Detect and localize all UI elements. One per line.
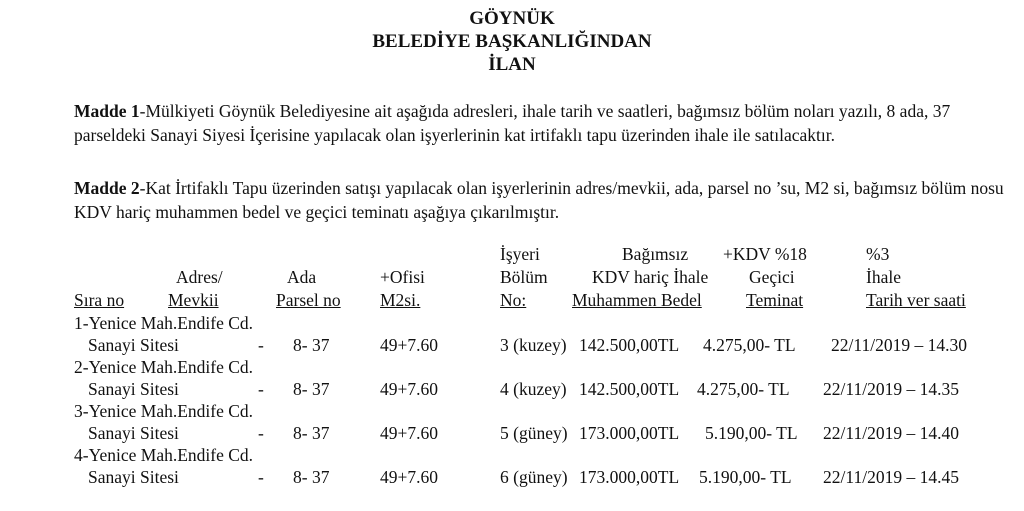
madde-1-text: -Mülkiyeti Göynük Belediyesine ait aşağıda adresleri, ihale tarih ve saatleri, bağımsız bölüm noları yazılı, 8 ada, 37 parseldeki Sanayi Siyesi İçerisine yapılacak olan işyerlerinin kat irtifaklı tapu üzerinden ihale ile satılacaktır.: [74, 101, 951, 145]
header-bedel-1: Bağımsız: [622, 244, 689, 264]
row-3-address: 3-Yenice Mah.Endife Cd.: [74, 401, 254, 421]
row-4-bedel: 173.000,00TL: [579, 467, 680, 487]
row-1-site: Sanayi Sitesi: [88, 335, 179, 355]
row-4-bolum: 6 (güney): [500, 467, 568, 487]
row-3-teminat: 5.190,00- TL: [705, 423, 798, 443]
row-1-dash: -: [258, 335, 264, 355]
row-4-address: 4-Yenice Mah.Endife Cd.: [74, 445, 254, 465]
header-ofis-2: M2si.: [380, 290, 421, 310]
header-sira: Sıra no: [74, 290, 125, 310]
row-3-m2: 49+7.60: [380, 423, 438, 443]
header-line-2: BELEDİYE BAŞKANLIĞINDAN: [372, 31, 652, 52]
row-4-dash: -: [258, 467, 264, 487]
madde-2-paragraph: [74, 176, 1004, 224]
madde-1-paragraph: [74, 99, 1004, 147]
row-1-address: 1-Yenice Mah.Endife Cd.: [74, 313, 254, 333]
header-bolum-3: No:: [500, 290, 527, 310]
row-2-m2: 49+7.60: [380, 379, 438, 399]
header-ofis-1: +Ofisi: [380, 267, 425, 287]
header-teminat-2: Geçici: [749, 267, 795, 287]
row-1-bolum: 3 (kuzey): [500, 335, 567, 355]
row-3-tarih: 22/11/2019 – 14.40: [823, 423, 959, 443]
row-2-bedel: 142.500,00TL: [579, 379, 680, 399]
row-2-dash: -: [258, 379, 264, 399]
header-ihale-1: %3: [866, 244, 890, 264]
header-bedel-2: KDV hariç İhale: [592, 267, 709, 287]
header-line-3: İLAN: [488, 54, 536, 75]
row-2-site: Sanayi Sitesi: [88, 379, 179, 399]
row-2-address: 2-Yenice Mah.Endife Cd.: [74, 357, 254, 377]
header-teminat-1: +KDV %18: [723, 244, 807, 264]
row-1-tarih: 22/11/2019 – 14.30: [831, 335, 967, 355]
row-1-m2: 49+7.60: [380, 335, 438, 355]
header-ada-2: Parsel no: [276, 290, 341, 310]
header-adres-2: Mevkii: [168, 290, 219, 310]
header-line-1: GÖYNÜK: [469, 8, 555, 29]
madde-2-text: -Kat İrtifaklı Tapu üzerinden satışı yapılacak olan işyerlerinin adres/mevkii, ada, parsel no ’su, M2 si, bağımsız bölüm nosu KDV hariç muhammen bedel ve geçici teminatı aşağıya çıkarılmıştır.: [74, 178, 1004, 222]
row-3-ada: 8- 37: [293, 423, 330, 443]
row-2-bolum: 4 (kuzey): [500, 379, 567, 399]
row-4-teminat: 5.190,00- TL: [699, 467, 792, 487]
madde-2-label: Madde 2: [74, 178, 140, 198]
row-1-bedel: 142.500,00TL: [579, 335, 680, 355]
row-4-site: Sanayi Sitesi: [88, 467, 179, 487]
row-3-bedel: 173.000,00TL: [579, 423, 680, 443]
row-2-teminat: 4.275,00- TL: [697, 379, 790, 399]
row-3-bolum: 5 (güney): [500, 423, 568, 443]
header-bolum-2: Bölüm: [500, 267, 548, 287]
row-4-m2: 49+7.60: [380, 467, 438, 487]
header-bolum-1: İşyeri: [500, 244, 540, 264]
row-1-ada: 8- 37: [293, 335, 330, 355]
header-teminat-3: Teminat: [746, 290, 804, 310]
madde-1-label: Madde 1: [74, 101, 140, 121]
header-ihale-3: Tarih ver saati: [866, 290, 966, 310]
row-4-ada: 8- 37: [293, 467, 330, 487]
row-3-dash: -: [258, 423, 264, 443]
row-2-tarih: 22/11/2019 – 14.35: [823, 379, 959, 399]
row-1-teminat: 4.275,00- TL: [703, 335, 796, 355]
row-2-ada: 8- 37: [293, 379, 330, 399]
header-adres-1: Adres/: [176, 267, 223, 287]
header-ada-1: Ada: [287, 267, 317, 287]
row-3-site: Sanayi Sitesi: [88, 423, 179, 443]
row-4-tarih: 22/11/2019 – 14.45: [823, 467, 959, 487]
header-bedel-3: Muhammen Bedel: [572, 290, 702, 310]
header-ihale-2: İhale: [866, 267, 901, 287]
